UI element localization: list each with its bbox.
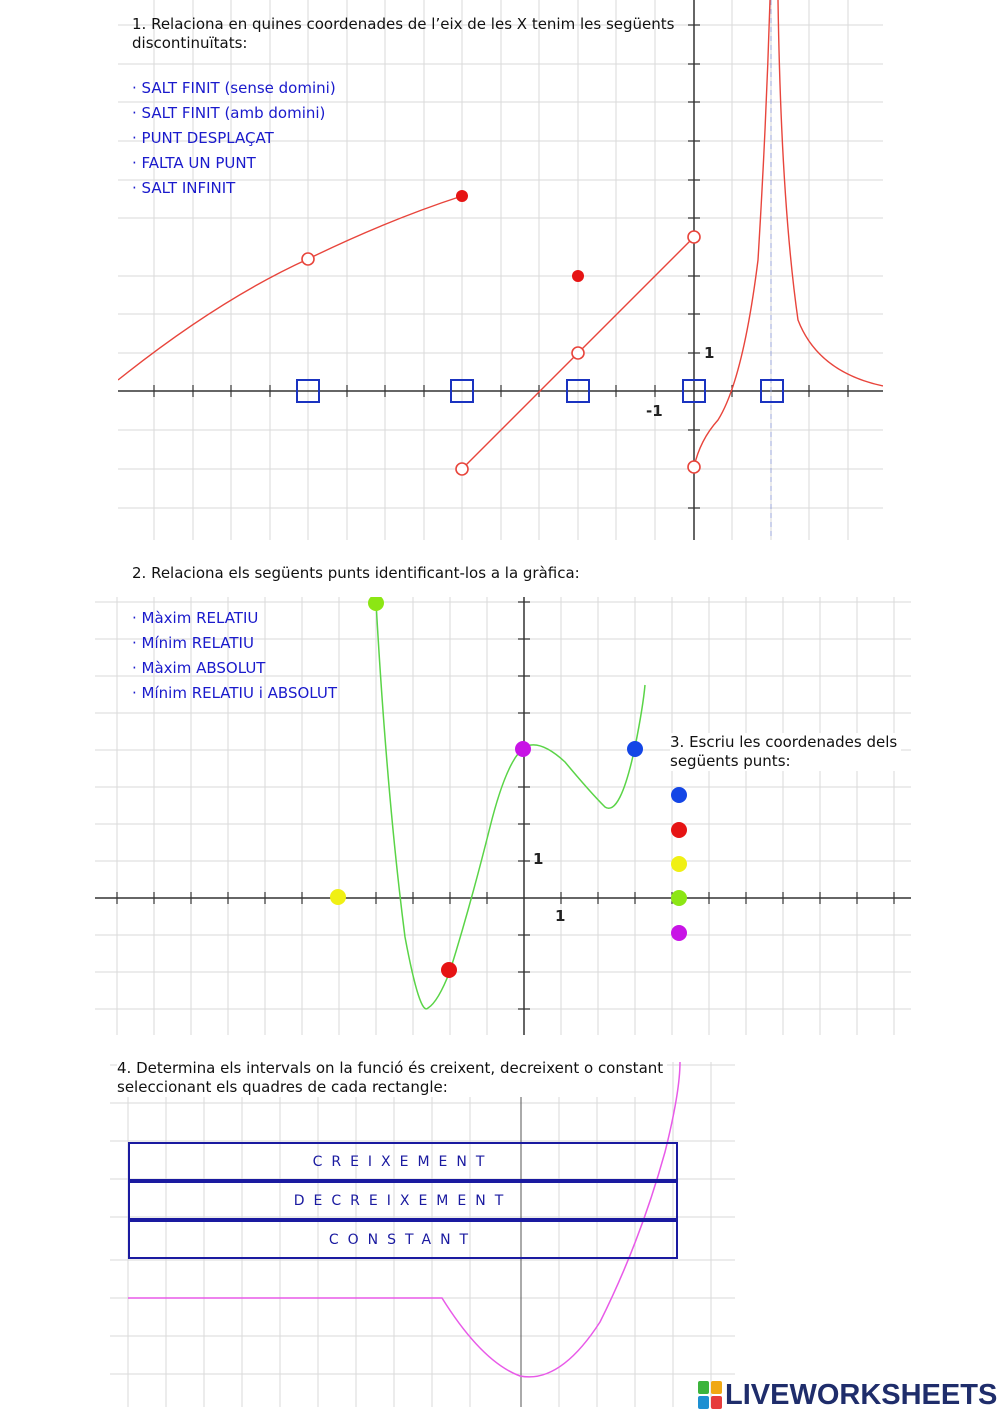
question-3-title-line1: 3. Escriu les coordenades dels bbox=[670, 733, 898, 751]
g2-red-point bbox=[441, 962, 457, 978]
legend-yellow-dot bbox=[671, 856, 687, 872]
question-4-title-line2: seleccionant els quadres de cada rectangle: bbox=[117, 1078, 448, 1096]
g1-x-label-neg1: -1 bbox=[646, 402, 663, 420]
question-2-options bbox=[132, 606, 337, 706]
g2-x-label-1: 1 bbox=[555, 907, 566, 925]
option-salt-finit-amb-domini: · SALT FINIT (amb domini) bbox=[132, 104, 326, 122]
g1-closed-point-2 bbox=[572, 270, 584, 282]
band-constant-label: CONSTANT bbox=[328, 1231, 478, 1248]
g1-open-point-5 bbox=[688, 461, 700, 473]
g2-purple-point bbox=[515, 741, 531, 757]
answer-box-2[interactable] bbox=[450, 379, 474, 403]
option-minim-relatiu: · Mínim RELATIU bbox=[132, 634, 254, 652]
question-3-title-line2: següents punts: bbox=[670, 752, 791, 770]
band-creixement-label: CREIXEMENT bbox=[312, 1153, 494, 1170]
g2-y-label-1: 1 bbox=[533, 850, 544, 868]
g1-closed-point-1 bbox=[456, 190, 468, 202]
liveworksheets-brand bbox=[698, 1379, 997, 1411]
option-maxim-absolut: · Màxim ABSOLUT bbox=[132, 659, 266, 677]
g1-open-point-3 bbox=[688, 231, 700, 243]
g2-green-point bbox=[368, 597, 384, 611]
legend-green-dot bbox=[671, 890, 687, 906]
g2-yellow-point bbox=[330, 889, 346, 905]
question-4-title-line1: 4. Determina els intervals on la funció és creixent, decreixent o constant bbox=[117, 1059, 664, 1077]
option-salt-infinit: · SALT INFINIT bbox=[132, 179, 236, 197]
liveworksheets-logo-icon bbox=[698, 1381, 722, 1409]
g1-y-label-1: 1 bbox=[704, 344, 715, 362]
question-2-title: 2. Relaciona els següents punts identificant-los a la gràfica: bbox=[132, 564, 580, 582]
answer-box-4[interactable] bbox=[682, 379, 706, 403]
answer-box-5[interactable] bbox=[760, 379, 784, 403]
option-minim-relatiu-absolut: · Mínim RELATIU i ABSOLUT bbox=[132, 684, 338, 702]
band-constant[interactable] bbox=[128, 1220, 678, 1259]
g1-curve-asym-right bbox=[778, 0, 883, 386]
option-punt-desplacat: · PUNT DESPLAÇAT bbox=[132, 129, 274, 147]
liveworksheets-logo-text: LIVEWORKSHEETS bbox=[725, 1378, 998, 1411]
g1-open-point-1 bbox=[302, 253, 314, 265]
g1-open-point-4 bbox=[456, 463, 468, 475]
answer-box-1[interactable] bbox=[296, 379, 320, 403]
answer-box-3[interactable] bbox=[566, 379, 590, 403]
g1-open-point-2 bbox=[572, 347, 584, 359]
band-decreixement-label: DECREIXEMENT bbox=[293, 1192, 513, 1209]
legend-purple-dot bbox=[671, 925, 687, 941]
band-creixement[interactable] bbox=[128, 1142, 678, 1181]
option-salt-finit-sense-domini: · SALT FINIT (sense domini) bbox=[132, 79, 336, 97]
question-1-title-line2: discontinuïtats: bbox=[132, 34, 248, 52]
question-1-title-line1: 1. Relaciona en quines coordenades de l’eix de les X tenim les següents bbox=[132, 15, 675, 33]
option-maxim-relatiu: · Màxim RELATIU bbox=[132, 609, 259, 627]
g1-curve-left bbox=[118, 196, 462, 380]
question-1-title bbox=[132, 15, 692, 53]
question-4-title bbox=[117, 1059, 667, 1097]
question-1-options bbox=[132, 76, 336, 201]
legend-red-dot bbox=[671, 822, 687, 838]
g2-curve bbox=[376, 602, 645, 1009]
legend-blue-dot bbox=[671, 787, 687, 803]
g2-blue-point bbox=[627, 741, 643, 757]
option-falta-un-punt: · FALTA UN PUNT bbox=[132, 154, 256, 172]
band-decreixement[interactable] bbox=[128, 1181, 678, 1220]
question-3-title bbox=[670, 733, 901, 771]
